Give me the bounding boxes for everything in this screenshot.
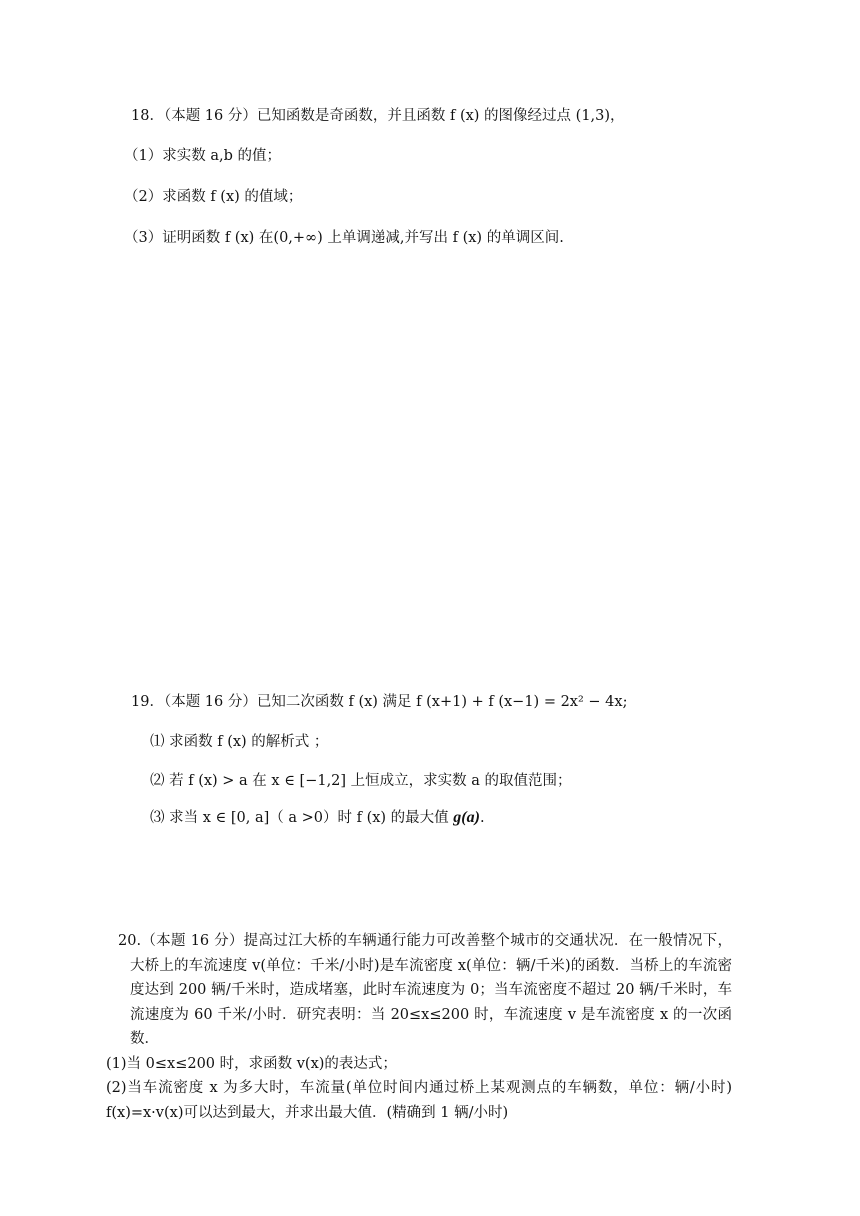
q20-stem: 20.（本题 16 分）提高过江大桥的车辆通行能力可改善整个城市的交通状况．在一般情况下，大桥上的车流速度 v(单位：千米/小时)是车流密度 x(单位：辆/千米)的函数．当桥上的车流密度达到 200 辆/千米时，造成堵塞，此时车流速度为 0；当车流密度不超过 20 辆/千米时，车流速度为 60 千米/小时．研究表明：当 20≤x≤200 时，车流速度 v 是车流密度 x 的一次函数． [118,933,732,1047]
q20-part-1: (1)当 0≤x≤200 时，求函数 v(x)的表达式； [106,1055,397,1072]
q19-part-3-end: . [479,810,485,826]
q19-part-1: ⑴ 求函数 f (x) 的解析式 ； [150,734,329,750]
q19-part-2: ⑵ 若 f (x) > a 在 x ∈ [−1,2] 上恒成立，求实数 a 的取值范围； [150,773,572,789]
q18-part-3: （3）证明函数 f (x) 在(0,+∞) 上单调递减,并写出 f (x) 的单调区间. [124,230,564,246]
q20-part-2: (2)当车流密度 x 为多大时，车流量(单位时间内通过桥上某观测点的车辆数，单位：辆/小时) f(x)=x·v(x)可以达到最大，并求出最大值．(精确到 1 辆/小时) [106,1080,732,1121]
q19-part-3 [150,808,485,828]
question-20 [106,929,732,1125]
q19-g-a: g(a) [453,809,480,826]
q18-part-1: （1）求实数 a,b 的值； [124,148,281,164]
q19-part-3-text: ⑶ 求当 x ∈ [0, a]（ a >0）时 f (x) 的最大值 [150,810,454,826]
q18-stem: 18．（本题 16 分）已知函数是奇函数，并且函数 f (x) 的图像经过点 (1,3)， [131,108,625,124]
q18-part-2: （2）求函数 f (x) 的值域； [124,189,303,205]
q19-stem: 19．（本题 16 分）已知二次函数 f (x) 满足 f (x+1) + f (x−1) = 2x² − 4x; [131,694,628,710]
